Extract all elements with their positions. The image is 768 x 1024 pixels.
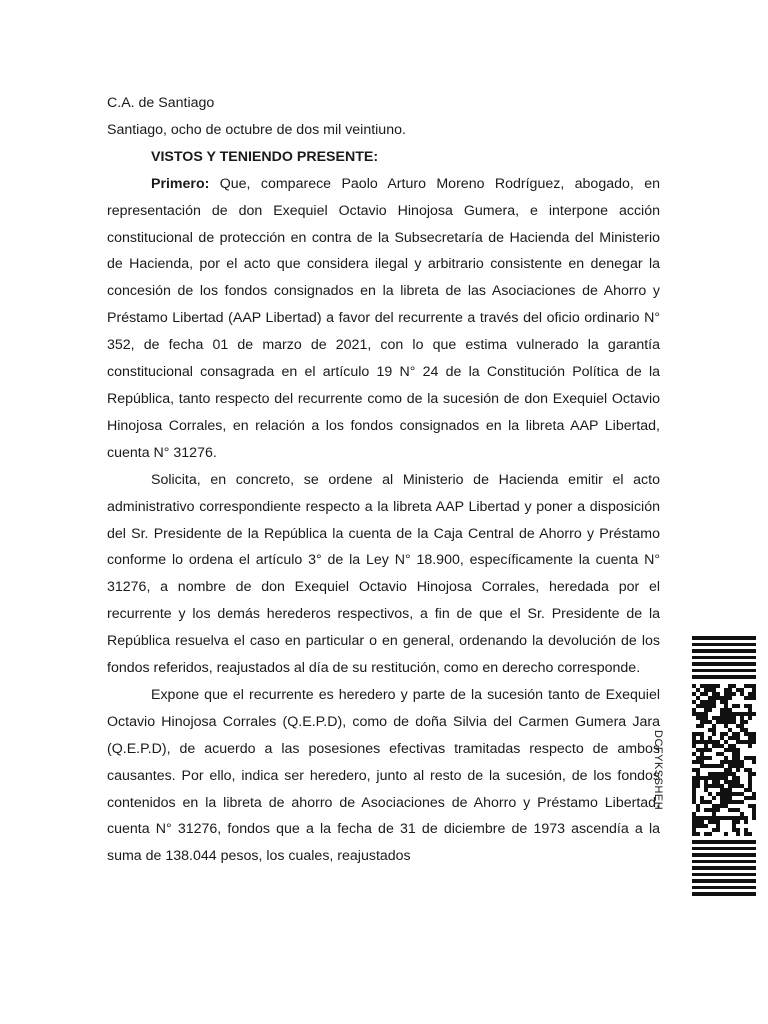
paragraph-text: Que, comparece Paolo Arturo Moreno Rodríguez, abogado, en representación de don Exequiel Octavio Hinojosa Gumera, e interpone acción constitucional de protección en contra de la Subsecretaría de Hacienda del Ministerio de Hacienda, por el acto que considera ilegal y arbitrario consistente en denegar la concesión de los fondos consignados en la libreta de las Asociaciones de Ahorro y Préstamo Libertad (AAP Libertad) a favor del recurrente a través del oficio ordinario N° 352, de fecha 01 de marzo de 2021, con lo que estima vulnerado la garantía constitucional consagrada en el artículo 19 N° 24 de la Constitución Política de la República, tanto respecto del recurrente como de la sucesión de don Exequiel Octavio Hinojosa Corrales, en relación a los fondos consignados en la libreta AAP Libertad, cuenta N° 31276. xyxy=(107,175,660,461)
paragraph-expone: Expone que el recurrente es heredero y parte de la sucesión tanto de Exequiel Octavio Hinojosa Corrales (Q.E.P.D), como de doña Silvia del Carmen Gumera Jara (Q.E.P.D), de acuerdo a las posesiones efectivas tramitadas respecto de ambos causantes. Por ello, indica ser heredero, junto al resto de la sucesión, de los fondos contenidos en la libreta de ahorro de Asociaciones de Ahorro y Préstamo Libertad, cuenta N° 31276, fondos que a la fecha de 31 de diciembre de 1973 ascendía a la suma de 138.044 pesos, los cuales, reajustados xyxy=(107,686,660,865)
qr-verification-code-icon xyxy=(692,636,756,896)
document-body xyxy=(107,90,660,870)
verification-code: DCFYKSSHEH xyxy=(652,730,664,811)
date-line: Santiago, ocho de octubre de dos mil veintiuno. xyxy=(107,121,406,138)
court-name: C.A. de Santiago xyxy=(107,95,215,111)
section-title: VISTOS Y TENIENDO PRESENTE: xyxy=(151,148,379,165)
paragraph-primero xyxy=(107,171,660,467)
paragraph-solicita: Solicita, en concreto, se ordene al Ministerio de Hacienda emitir el acto administrativo correspondiente respecto a la libreta AAP Libertad y poner a disposición del Sr. Presidente de la República la cuenta de la Caja Central de Ahorro y Préstamo conforme lo ordena el artículo 3° de la Ley N° 18.900, específicamente la cuenta N° 31276, a nombre de don Exequiel Octavio Hinojosa Corrales, heredada por el recurrente y los demás herederos respectivos, a fin de que el Sr. Presidente de la República resuelva el caso en particular o en general, ordenando la devolución de los fondos referidos, reajustados al día de su restitución, como en derecho corresponde. xyxy=(107,471,660,677)
paragraph-label: Primero: xyxy=(151,175,210,192)
